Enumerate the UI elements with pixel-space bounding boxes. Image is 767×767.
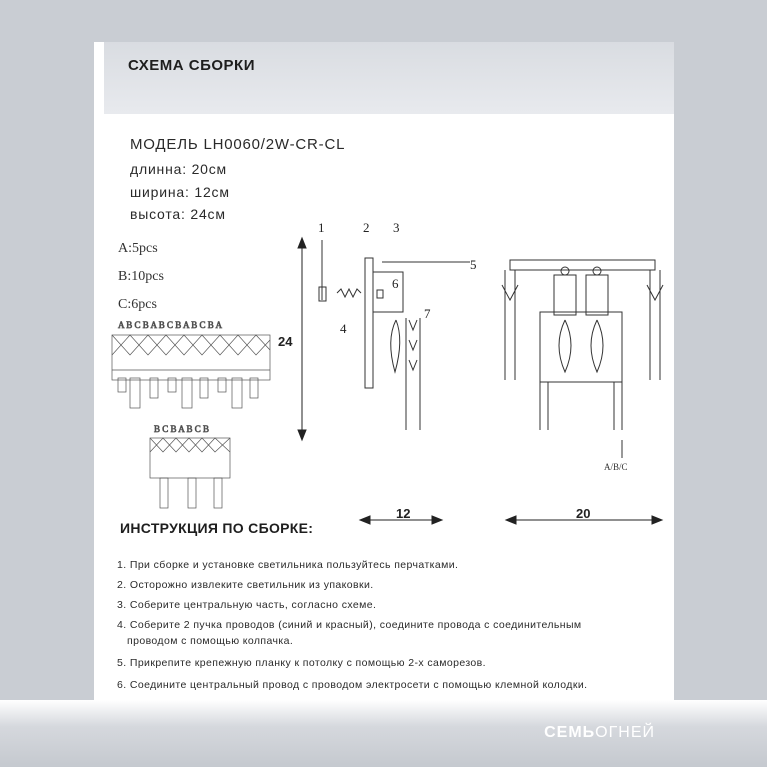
callout-6: 6	[392, 276, 399, 291]
width-label: ширина: 12см	[130, 184, 230, 200]
step-4-cont: проводом с помощью колпачка.	[127, 635, 294, 647]
parts-a-label: A:5pcs	[118, 241, 158, 256]
depth-dimension	[360, 506, 442, 524]
instructions-title: ИНСТРУКЦИЯ ПО СБОРКЕ:	[120, 520, 314, 536]
callout-3: 3	[393, 220, 400, 235]
page-title: СХЕМА СБОРКИ	[128, 57, 255, 74]
crystal-rows-bottom	[150, 424, 230, 508]
step-5: 5. Прикрепите крепежную планку к потолку с помощью 2-х саморезов.	[117, 657, 486, 669]
callout-1: 1	[318, 220, 325, 235]
front-view	[502, 260, 663, 472]
step-4: 4. Соберите 2 пучка проводов (синий и красный), соедините провода с соединительным	[117, 619, 582, 631]
pendant-label: A/B/C	[604, 462, 628, 472]
parts-c-label: C:6pcs	[118, 297, 157, 312]
callout-4: 4	[340, 321, 347, 336]
callout-5: 5	[470, 257, 477, 272]
logo-light: ОГНЕЙ	[595, 724, 655, 741]
step-2: 2. Осторожно извлеките светильник из упаковки.	[117, 579, 374, 591]
dim-depth-label: 12	[396, 506, 411, 521]
brand-logo	[544, 724, 655, 742]
callout-numbers	[318, 220, 477, 336]
dim-length-label: 20	[576, 506, 591, 521]
callout-7: 7	[424, 306, 431, 321]
height-dimension	[278, 238, 306, 440]
header-band	[104, 42, 674, 114]
step-1: 1. При сборке и установке светильника пользуйтесь перчатками.	[117, 559, 459, 571]
parts-b-label: B:10pcs	[118, 269, 164, 284]
dim-height-label: 24	[278, 334, 293, 349]
row-top-letters: A B C B A B C B A B C B A	[118, 320, 223, 330]
step-3: 3. Соберите центральную часть, согласно схеме.	[117, 599, 377, 611]
length-label: длинна: 20см	[130, 161, 227, 177]
model-label: МОДЕЛЬ LH0060/2W-CR-CL	[130, 136, 346, 153]
callout-2: 2	[363, 220, 370, 235]
logo-bold: СЕМЬ	[544, 724, 596, 741]
crystal-rows-top	[112, 320, 270, 408]
row-bottom-letters: B C B A B C B	[154, 424, 210, 434]
assembly-diagram	[100, 218, 670, 538]
height-label: высота: 24см	[130, 206, 226, 222]
length-dimension	[506, 506, 662, 524]
step-6: 6. Соедините центральный провод с проводом электросети с помощью клемной колодки.	[117, 679, 588, 691]
